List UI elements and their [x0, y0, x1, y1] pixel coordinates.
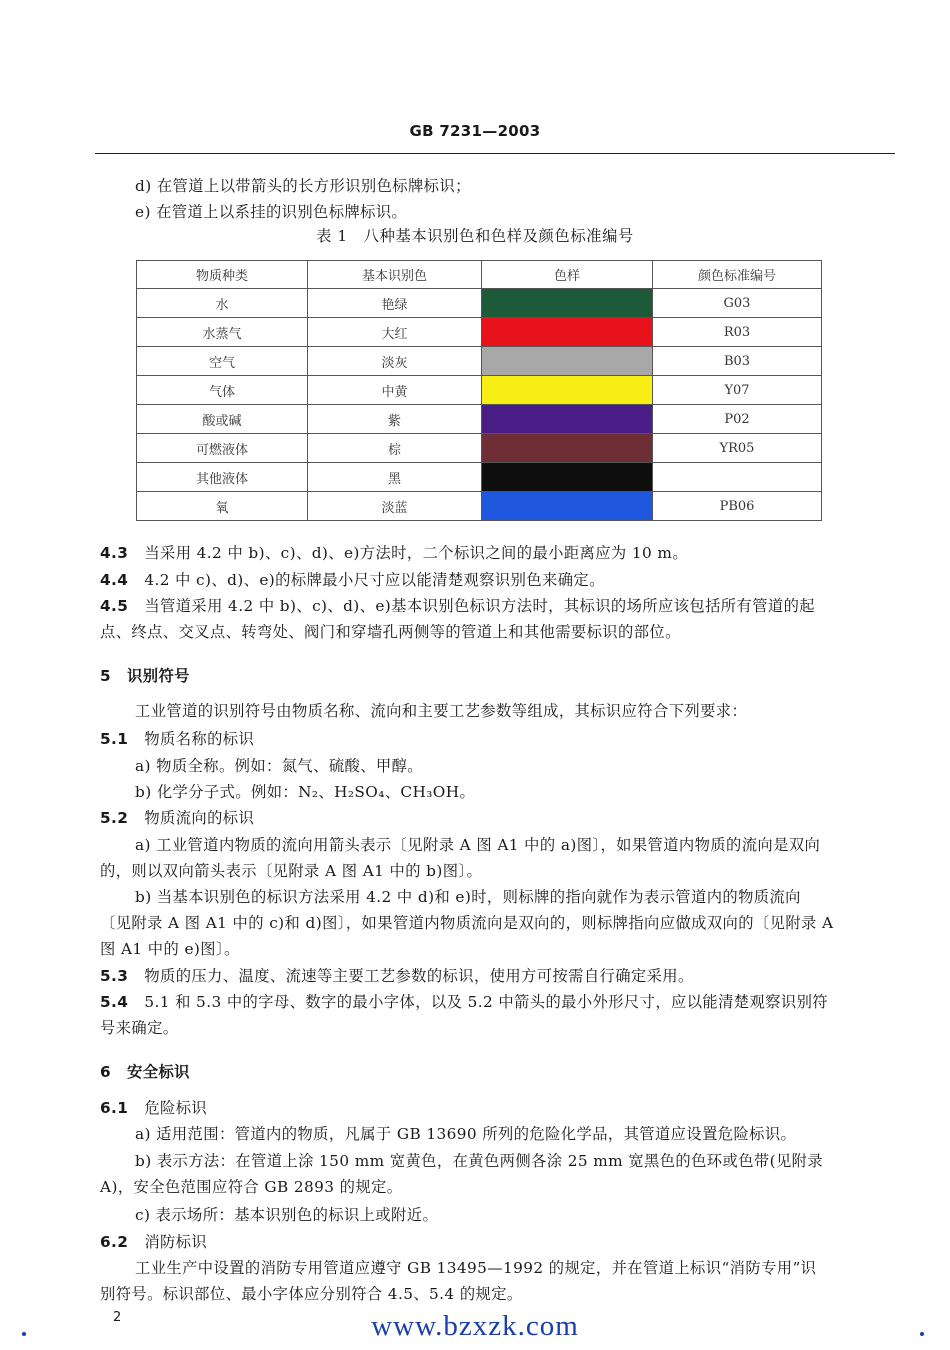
list-item: c) 表示场所：基本识别色的标识上或附近。 — [135, 1206, 439, 1224]
section-number: 6 — [100, 1063, 112, 1081]
clause-number: 5.3 — [100, 967, 129, 985]
clause-number: 6.2 — [100, 1233, 129, 1251]
cell-substance: 其他液体 — [137, 463, 308, 492]
section-title: 安全标识 — [127, 1063, 190, 1081]
cell-substance: 气体 — [137, 376, 308, 405]
corner-dot — [22, 1332, 26, 1336]
clause-number: 4.4 — [100, 571, 129, 589]
table-row — [137, 318, 822, 347]
list-item: d) 在管道上以带箭头的长方形识别色标牌标识； — [135, 177, 471, 195]
cell-color-name: 黑 — [308, 463, 482, 492]
color-swatch — [482, 289, 652, 317]
standard-number: GB 7231—2003 — [409, 122, 541, 140]
clause-5-4 — [100, 990, 828, 1012]
clause-4-4 — [100, 568, 605, 590]
clause-title: 危险标识 — [144, 1099, 208, 1117]
corner-dot — [920, 1332, 924, 1336]
clause-text: 4.2 中 c)、d)、e)的标牌最小尺寸应以能清楚观察识别色来确定。 — [144, 571, 605, 589]
color-swatch — [482, 405, 652, 433]
list-item: e) 在管道上以系挂的识别色标牌标识。 — [135, 203, 408, 221]
cell-swatch — [482, 492, 653, 521]
color-swatch — [482, 318, 652, 346]
cell-swatch — [482, 289, 653, 318]
color-swatch — [482, 492, 652, 520]
clause-number: 5.1 — [100, 730, 129, 748]
clause-5-3 — [100, 964, 694, 986]
cell-code: YR05 — [653, 434, 822, 463]
clause-title: 物质名称的标识 — [144, 730, 255, 748]
site-watermark[interactable]: www.bzxzk.com — [371, 1310, 579, 1342]
clause-6-2 — [100, 1230, 207, 1252]
table-row — [137, 492, 822, 521]
cell-swatch — [482, 318, 653, 347]
cell-code: G03 — [653, 289, 822, 318]
clause-text-cont: 号来确定。 — [100, 1019, 179, 1037]
cell-swatch — [482, 405, 653, 434]
clause-text: 当采用 4.2 中 b)、c)、d)、e)方法时，二个标识之间的最小距离应为 10 m。 — [144, 544, 689, 562]
clause-text-cont: 点、终点、交叉点、转弯处、阀门和穿墙孔两侧等的管道上和其他需要标识的部位。 — [100, 623, 681, 641]
table-row — [137, 405, 822, 434]
cell-color-name: 棕 — [308, 434, 482, 463]
clause-4-3 — [100, 541, 688, 563]
list-item-cont: 的，则以双向箭头表示〔见附录 A 图 A1 中的 b)图〕。 — [100, 862, 483, 880]
list-item-cont: 〔见附录 A 图 A1 中的 c)和 d)图〕，如果管道内物质流向是双向的，则标牌指向应做成双向的〔见附录 A — [100, 914, 834, 932]
list-item-cont: A)，安全色范围应符合 GB 2893 的规定。 — [100, 1178, 403, 1196]
color-swatch — [482, 434, 652, 462]
clause-number: 5.4 — [100, 993, 129, 1011]
cell-color-name: 淡蓝 — [308, 492, 482, 521]
cell-swatch — [482, 463, 653, 492]
list-item-cont: 图 A1 中的 e)图〕。 — [100, 940, 240, 958]
cell-swatch — [482, 434, 653, 463]
cell-swatch — [482, 347, 653, 376]
section-title: 识别符号 — [127, 667, 190, 685]
cell-swatch — [482, 376, 653, 405]
list-item: a) 物质全称。例如：氮气、硫酸、甲醇。 — [135, 757, 423, 775]
clause-number: 5.2 — [100, 809, 129, 827]
section-5-heading — [100, 664, 190, 686]
cell-substance: 氧 — [137, 492, 308, 521]
list-item: a) 适用范围：管道内的物质，凡属于 GB 13690 所列的危险化学品，其管道应设置危险标识。 — [135, 1125, 797, 1143]
color-table — [136, 260, 822, 521]
list-item: b) 当基本识别色的标识方法采用 4.2 中 d)和 e)时，则标牌的指向就作为表示管道内的物质流向 — [135, 888, 801, 906]
cell-code: R03 — [653, 318, 822, 347]
col-header-substance: 物质种类 — [137, 261, 308, 289]
clause-6-1 — [100, 1096, 207, 1118]
table-row — [137, 376, 822, 405]
paragraph: 工业生产中设置的消防专用管道应遵守 GB 13495—1992 的规定，并在管道上标识“消防专用”识 — [135, 1259, 817, 1277]
paragraph: 工业管道的识别符号由物质名称、流向和主要工艺参数等组成，其标识应符合下列要求： — [135, 702, 748, 720]
color-swatch — [482, 463, 652, 491]
table-row — [137, 347, 822, 376]
cell-color-name: 紫 — [308, 405, 482, 434]
cell-code: PB06 — [653, 492, 822, 521]
clause-text: 当管道采用 4.2 中 b)、c)、d)、e)基本识别色标识方法时，其标识的场所应该包括所有管道的起 — [144, 597, 815, 615]
table-row — [137, 434, 822, 463]
cell-code: P02 — [653, 405, 822, 434]
col-header-swatch: 色样 — [482, 261, 653, 289]
cell-substance: 空气 — [137, 347, 308, 376]
clause-number: 4.3 — [100, 544, 129, 562]
section-number: 5 — [100, 667, 112, 685]
table-header-row — [137, 261, 822, 289]
table-row — [137, 463, 822, 492]
col-header-code: 颜色标准编号 — [653, 261, 822, 289]
cell-color-name: 艳绿 — [308, 289, 482, 318]
clause-text: 5.1 和 5.3 中的字母、数字的最小字体，以及 5.2 中箭头的最小外形尺寸，应以能清楚观察识别符 — [144, 993, 828, 1011]
cell-substance: 酸或碱 — [137, 405, 308, 434]
cell-code: Y07 — [653, 376, 822, 405]
table-row — [137, 289, 822, 318]
clause-text: 物质的压力、温度、流速等主要工艺参数的标识，使用方可按需自行确定采用。 — [144, 967, 694, 985]
list-item: b) 化学分子式。例如：N₂、H₂SO₄、CH₃OH。 — [135, 783, 476, 801]
cell-code: B03 — [653, 347, 822, 376]
header-rule — [95, 153, 895, 154]
clause-title: 物质流向的标识 — [144, 809, 255, 827]
col-header-color: 基本识别色 — [308, 261, 482, 289]
cell-color-name: 中黄 — [308, 376, 482, 405]
clause-title: 消防标识 — [144, 1233, 208, 1251]
cell-substance: 可燃液体 — [137, 434, 308, 463]
cell-substance: 水 — [137, 289, 308, 318]
clause-4-5 — [100, 594, 815, 616]
clause-number: 4.5 — [100, 597, 129, 615]
list-item: b) 表示方法：在管道上涂 150 mm 宽黄色，在黄色两侧各涂 25 mm 宽黑色的色环或色带(见附录 — [135, 1152, 824, 1170]
paragraph-cont: 别符号。标识部位、最小字体应分别符合 4.5、5.4 的规定。 — [100, 1285, 523, 1303]
page-number: 2 — [113, 1310, 122, 1325]
cell-color-name: 大红 — [308, 318, 482, 347]
cell-code — [653, 463, 822, 492]
section-6-heading — [100, 1060, 190, 1082]
table-caption: 表 1 八种基本识别色和色样及颜色标准编号 — [316, 227, 634, 245]
cell-substance: 水蒸气 — [137, 318, 308, 347]
clause-number: 6.1 — [100, 1099, 129, 1117]
clause-5-2 — [100, 806, 254, 828]
clause-5-1 — [100, 727, 254, 749]
list-item: a) 工业管道内物质的流向用箭头表示〔见附录 A 图 A1 中的 a)图〕，如果管道内物质的流向是双向 — [135, 836, 821, 854]
color-swatch — [482, 347, 652, 375]
color-swatch — [482, 376, 652, 404]
cell-color-name: 淡灰 — [308, 347, 482, 376]
